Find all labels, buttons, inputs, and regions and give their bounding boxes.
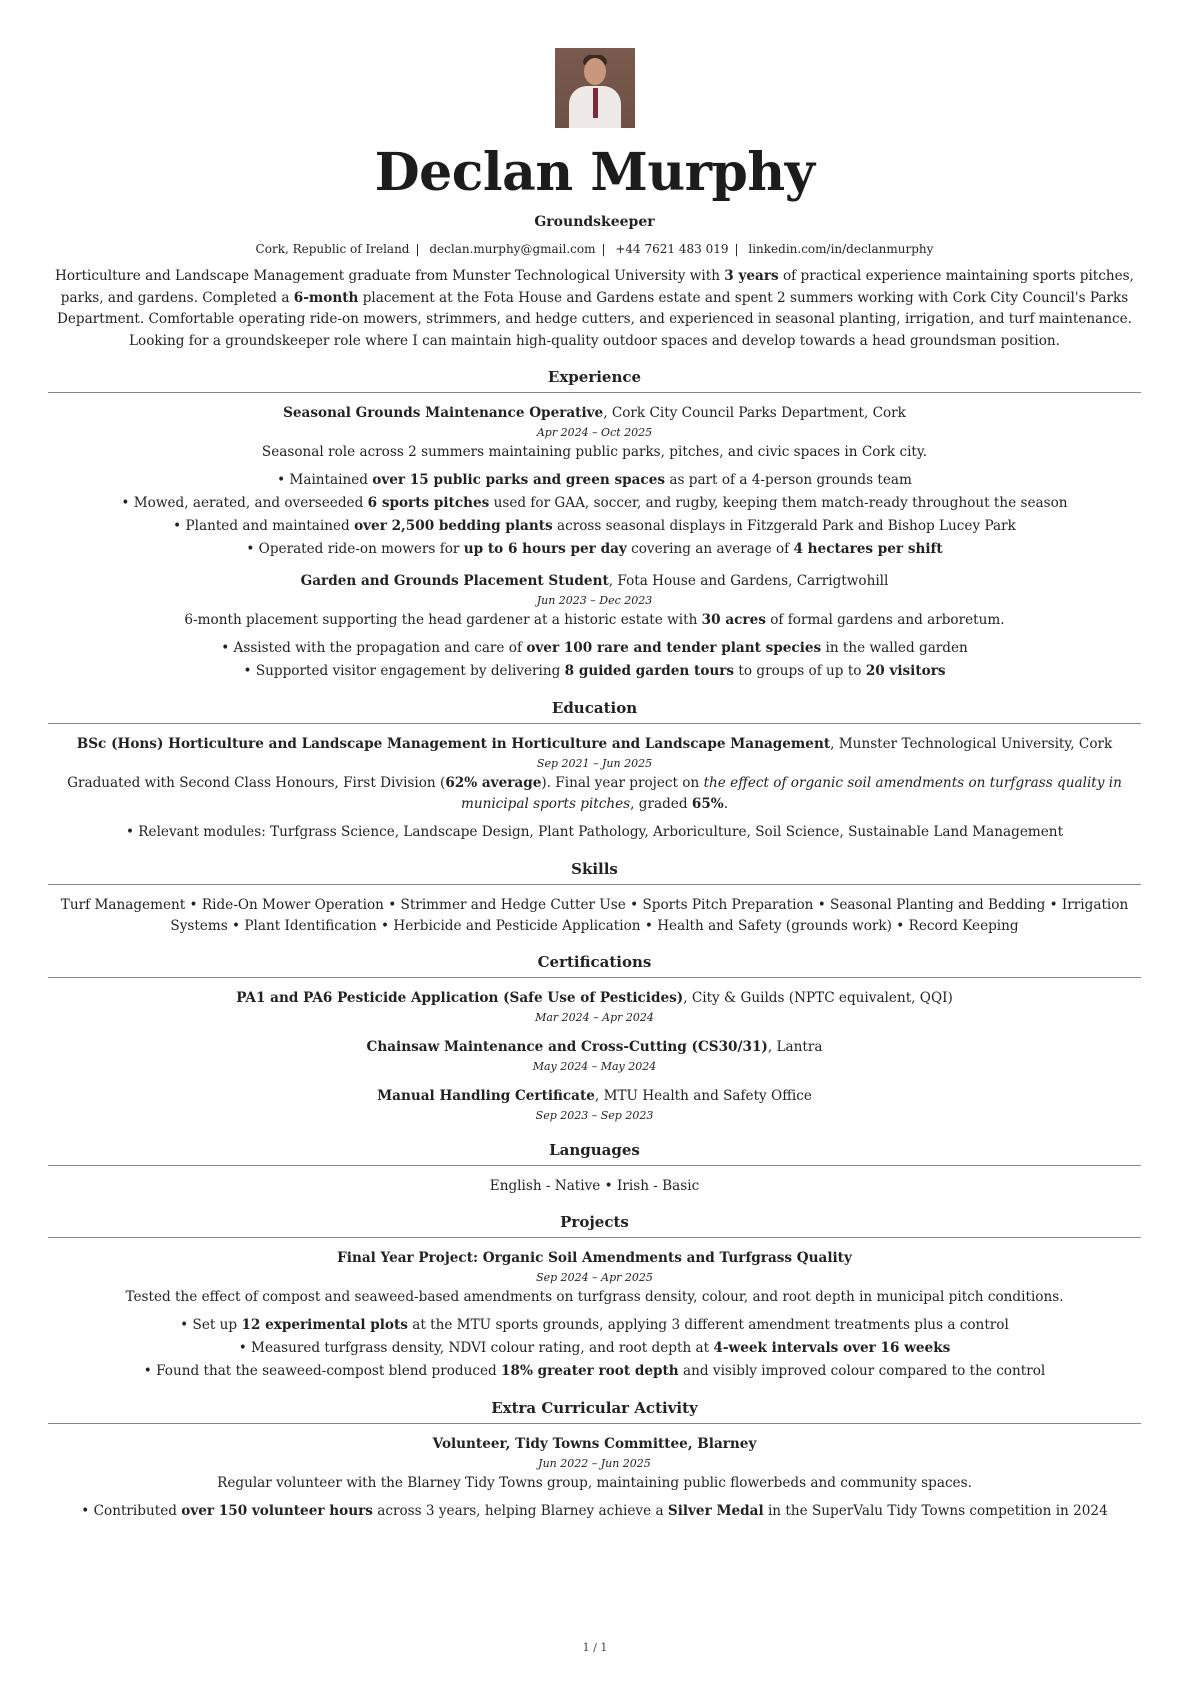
text: • Planted and maintained bbox=[173, 518, 355, 534]
summary bbox=[48, 266, 1141, 352]
text: placement at the Fota House and Gardens estate and spent 2 summers working with Cork City Council's Parks Department. Comfortable operating ride-on mowers, strimmers, and hedge cutters, and experienced in seasonal planting, irrigation, and turf maintenance. Looking for a groundskeeper role where I can maintain high-quality outdoor spaces and develop towards a head groundsman position. bbox=[56, 289, 1132, 349]
bold-text: PA1 and PA6 Pesticide Application (Safe Use of Pesticides) bbox=[236, 990, 684, 1006]
bold-text: Silver Medal bbox=[667, 1503, 764, 1519]
entry-title bbox=[48, 403, 1141, 424]
entry-title bbox=[48, 1037, 1141, 1058]
bold-text: BSc (Hons) Horticulture and Landscape Management in Horticulture and Landscape Management bbox=[76, 736, 831, 752]
text: as part of a 4-person grounds team bbox=[665, 472, 912, 488]
entry bbox=[48, 1037, 1141, 1076]
entry-date: Sep 2023 – Sep 2023 bbox=[535, 1109, 654, 1122]
bold-text: 4 hectares per shift bbox=[793, 541, 943, 557]
section-extra-curricular-activity bbox=[48, 1399, 1141, 1523]
bold-text: Final Year Project: Organic Soil Amendments and Turfgrass Quality bbox=[337, 1250, 852, 1266]
text: Regular volunteer with the Blarney Tidy Towns group, maintaining public flowerbeds and community spaces. bbox=[217, 1475, 972, 1491]
bullet-item bbox=[48, 515, 1141, 538]
section-heading: Experience bbox=[48, 368, 1141, 393]
text: to groups of up to bbox=[734, 663, 866, 679]
bold-text: over 150 volunteer hours bbox=[181, 1503, 373, 1519]
text: used for GAA, soccer, and rugby, keeping them match-ready throughout the season bbox=[489, 495, 1068, 511]
text: Graduated with Second Class Honours, First Division ( bbox=[67, 775, 446, 791]
entry-date: Sep 2024 – Apr 2025 bbox=[536, 1271, 653, 1284]
bullet-item bbox=[48, 660, 1141, 683]
entry-title bbox=[48, 1248, 1141, 1269]
bold-text: over 15 public parks and green spaces bbox=[372, 472, 666, 488]
entry-date: Jun 2022 – Jun 2025 bbox=[538, 1457, 651, 1470]
section-heading: Extra Curricular Activity bbox=[48, 1399, 1141, 1424]
email-link[interactable]: declan.murphy@gmail.com bbox=[429, 242, 596, 256]
entry-title bbox=[48, 1434, 1141, 1455]
section-education bbox=[48, 699, 1141, 844]
text: in the SuperValu Tidy Towns competition in 2024 bbox=[763, 1503, 1108, 1519]
entry-title bbox=[48, 734, 1141, 755]
bold-text: 62% average bbox=[445, 775, 542, 791]
bold-text: 8 guided garden tours bbox=[564, 663, 735, 679]
entry-description bbox=[48, 442, 1141, 463]
bullet-item bbox=[48, 821, 1141, 844]
bold-text: 20 visitors bbox=[865, 663, 946, 679]
entry bbox=[48, 1248, 1141, 1383]
text: , Cork City Council Parks Department, Cork bbox=[603, 405, 906, 421]
text: , Lantra bbox=[767, 1039, 823, 1055]
bold-text: 12 experimental plots bbox=[241, 1317, 408, 1333]
entry bbox=[48, 1086, 1141, 1125]
text: , Munster Technological University, Cork bbox=[830, 736, 1113, 752]
text: , City & Guilds (NPTC equivalent, QQI) bbox=[683, 990, 953, 1006]
entry-title bbox=[48, 1086, 1141, 1107]
section-languages bbox=[48, 1141, 1141, 1197]
text: 6-month placement supporting the head gardener at a historic estate with bbox=[184, 612, 702, 628]
section-text bbox=[48, 1176, 1141, 1197]
bullet-item bbox=[48, 1337, 1141, 1360]
resume-page bbox=[48, 48, 1141, 1523]
bold-text: over 100 rare and tender plant species bbox=[526, 640, 822, 656]
bullet-item bbox=[48, 637, 1141, 660]
text: across seasonal displays in Fitzgerald Park and Bishop Lucey Park bbox=[552, 518, 1016, 534]
text: and visibly improved colour compared to the control bbox=[678, 1363, 1046, 1379]
text: English - Native • Irish - Basic bbox=[489, 1178, 700, 1194]
bold-text: over 2,500 bedding plants bbox=[354, 518, 553, 534]
text: • Mowed, aerated, and overseeded bbox=[121, 495, 368, 511]
bullet-list bbox=[48, 1314, 1141, 1383]
section-heading: Education bbox=[48, 699, 1141, 724]
contact-line: Cork, Republic of Ireland | declan.murphy@gmail.com | +44 7621 483 019 | linkedin.com/in/declanmurphy bbox=[255, 242, 934, 256]
text: ). Final year project on bbox=[541, 775, 704, 791]
text: Horticulture and Landscape Management graduate from Munster Technological University with bbox=[55, 268, 725, 284]
section-heading: Certifications bbox=[48, 953, 1141, 978]
bold-text: Volunteer, Tidy Towns Committee, Blarney bbox=[432, 1436, 757, 1452]
text: in the walled garden bbox=[821, 640, 968, 656]
bold-text: 6 sports pitches bbox=[367, 495, 490, 511]
bullet-list bbox=[48, 469, 1141, 561]
location: Cork, Republic of Ireland bbox=[255, 242, 410, 256]
entry-description bbox=[48, 1473, 1141, 1494]
phone: +44 7621 483 019 bbox=[615, 242, 729, 256]
text: Tested the effect of compost and seaweed-based amendments on turfgrass density, colour, and root depth in municipal pitch conditions. bbox=[125, 1289, 1064, 1305]
text: • Relevant modules: Turfgrass Science, Landscape Design, Plant Pathology, Arboriculture, Soil Science, Sustainable Land Management bbox=[125, 824, 1064, 840]
section-heading: Skills bbox=[48, 860, 1141, 885]
text: of formal gardens and arboretum. bbox=[765, 612, 1005, 628]
entry-date: Apr 2024 – Oct 2025 bbox=[536, 426, 653, 439]
bullet-item bbox=[48, 1360, 1141, 1383]
bold-text: 65% bbox=[691, 796, 724, 812]
section-experience bbox=[48, 368, 1141, 683]
text: of practical experience maintaining sports pitches, parks, and gardens. Completed a bbox=[60, 268, 1134, 306]
bold-text: 18% greater root depth bbox=[501, 1363, 679, 1379]
text: • Supported visitor engagement by delivering bbox=[243, 663, 565, 679]
text: • Contributed bbox=[81, 1503, 182, 1519]
job-title: Groundskeeper bbox=[534, 214, 655, 230]
text: , MTU Health and Safety Office bbox=[594, 1088, 812, 1104]
text: • Operated ride-on mowers for bbox=[246, 541, 464, 557]
candidate-name: Declan Murphy bbox=[374, 142, 815, 203]
entry bbox=[48, 1434, 1141, 1523]
bold-text: Seasonal Grounds Maintenance Operative bbox=[283, 405, 604, 421]
text: covering an average of bbox=[626, 541, 794, 557]
text: . bbox=[723, 796, 729, 812]
text: at the MTU sports grounds, applying 3 different amendment treatments plus a control bbox=[407, 1317, 1009, 1333]
entry-title bbox=[48, 988, 1141, 1009]
bullet-item bbox=[48, 1500, 1141, 1523]
section-heading: Projects bbox=[48, 1213, 1141, 1238]
entry-date: Jun 2023 – Dec 2023 bbox=[536, 594, 653, 607]
entry-date: Mar 2024 – Apr 2024 bbox=[535, 1011, 654, 1024]
bold-text: 4-week intervals over 16 weeks bbox=[713, 1340, 951, 1356]
bullet-list bbox=[48, 1500, 1141, 1523]
entry-date: May 2024 – May 2024 bbox=[532, 1060, 657, 1073]
text: Turf Management • Ride-On Mower Operation • Strimmer and Hedge Cutter Use • Sports Pitch Preparation • Seasonal Planting and Bedding • Irrigation Systems • Plant Identification • Herbicide and Pesticide Application • Health and Safety (grounds work) • Record Keeping bbox=[60, 897, 1129, 934]
entry bbox=[48, 734, 1141, 844]
section-projects bbox=[48, 1213, 1141, 1383]
bullet-item bbox=[48, 492, 1141, 515]
section-skills bbox=[48, 860, 1141, 937]
entry-description bbox=[48, 773, 1141, 815]
text: • Measured turfgrass density, NDVI colour rating, and root depth at bbox=[238, 1340, 714, 1356]
entry-date: Sep 2021 – Jun 2025 bbox=[536, 757, 653, 770]
text: • Assisted with the propagation and care of bbox=[221, 640, 527, 656]
bullet-item bbox=[48, 538, 1141, 561]
text: • Maintained bbox=[277, 472, 373, 488]
text: • Set up bbox=[180, 1317, 242, 1333]
bold-text: Chainsaw Maintenance and Cross-Cutting (CS30/31) bbox=[366, 1039, 768, 1055]
text: across 3 years, helping Blarney achieve a bbox=[372, 1503, 668, 1519]
text: , graded bbox=[630, 796, 692, 812]
bold-text: 3 years bbox=[724, 268, 779, 284]
page-number: 1 / 1 bbox=[582, 1641, 608, 1654]
bold-text: 6-month bbox=[293, 289, 359, 306]
bullet-item bbox=[48, 1314, 1141, 1337]
entry-description bbox=[48, 1287, 1141, 1308]
italic-text: the effect of organic soil amendments on turfgrass quality in municipal sports pitches bbox=[460, 775, 1122, 812]
section-text bbox=[48, 895, 1141, 937]
bold-text: 30 acres bbox=[701, 612, 766, 628]
section-heading: Languages bbox=[48, 1141, 1141, 1166]
text: , Fota House and Gardens, Carrigtwohill bbox=[608, 573, 889, 589]
entry-description bbox=[48, 610, 1141, 631]
bullet-list bbox=[48, 821, 1141, 844]
bullet-list bbox=[48, 637, 1141, 683]
linkedin-link[interactable]: linkedin.com/in/declanmurphy bbox=[748, 242, 934, 256]
entry bbox=[48, 571, 1141, 683]
section-certifications bbox=[48, 953, 1141, 1125]
bullet-item bbox=[48, 469, 1141, 492]
profile-photo bbox=[555, 48, 635, 128]
bold-text: Manual Handling Certificate bbox=[377, 1088, 595, 1104]
text: Seasonal role across 2 summers maintaining public parks, pitches, and civic spaces in Cork city. bbox=[261, 444, 928, 460]
entry-title bbox=[48, 571, 1141, 592]
entry bbox=[48, 403, 1141, 561]
entry bbox=[48, 988, 1141, 1027]
text: • Found that the seaweed-compost blend produced bbox=[143, 1363, 502, 1379]
bold-text: up to 6 hours per day bbox=[463, 541, 627, 557]
bold-text: Garden and Grounds Placement Student bbox=[300, 573, 609, 589]
